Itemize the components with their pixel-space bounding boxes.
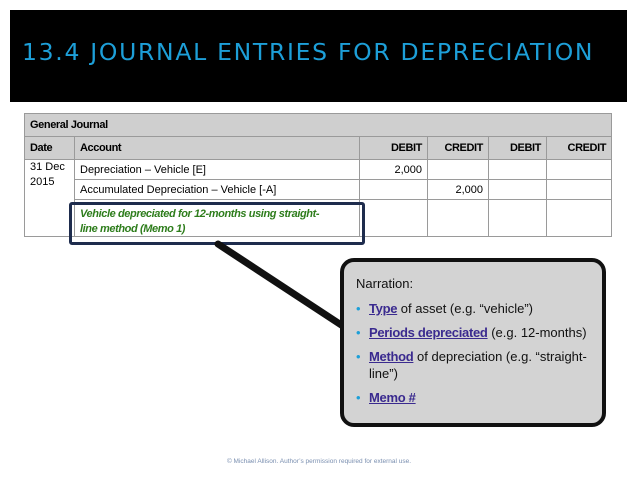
narration-item xyxy=(356,389,596,406)
journal-heading: General Journal xyxy=(25,114,612,137)
column-header-credit: CREDIT xyxy=(428,137,489,160)
column-header-date: Date xyxy=(25,137,75,160)
debit-account-cell: Depreciation – Vehicle [E] xyxy=(75,160,360,180)
column-header-debit-2: DEBIT xyxy=(489,137,547,160)
narration-keyword: Type xyxy=(369,301,398,316)
narration-item xyxy=(356,324,596,341)
narration-keyword: Memo # xyxy=(369,390,416,405)
narration-item xyxy=(356,300,596,317)
copyright-footer: © Michael Allison. Author’s permission required for external use. xyxy=(226,458,412,465)
narration-detail: of asset (e.g. “vehicle”) xyxy=(397,301,534,316)
slide-title: 13.4 JOURNAL ENTRIES FOR DEPRECIATION xyxy=(22,38,595,66)
credit-account-cell: Accumulated Depreciation – Vehicle [-A] xyxy=(75,180,360,200)
entry-date-year: 2015 xyxy=(30,176,55,188)
narration-keyword: Method xyxy=(369,349,414,364)
credit-amount-cell: 2,000 xyxy=(428,180,489,200)
callout-pointer-line xyxy=(218,244,358,336)
narration-list xyxy=(356,300,596,413)
bullet-icon: • xyxy=(356,325,361,340)
bullet-icon: • xyxy=(356,390,361,405)
column-header-debit: DEBIT xyxy=(360,137,428,160)
bullet-icon: • xyxy=(356,301,361,316)
entry-date-day: 31 Dec xyxy=(30,161,65,173)
narration-item xyxy=(356,348,596,382)
debit-amount-cell: 2,000 xyxy=(360,160,428,180)
narration-keyword: Periods depreciated xyxy=(369,325,488,340)
column-header-account: Account xyxy=(75,137,360,160)
memo-line-1: Vehicle depreciated for 12-months using straight- xyxy=(80,208,320,220)
narration-callout xyxy=(340,258,606,427)
narration-detail: (e.g. 12-months) xyxy=(487,325,587,340)
bullet-icon: • xyxy=(356,349,361,364)
memo-line-2: line method (Memo 1) xyxy=(80,223,186,235)
callout-title: Narration: xyxy=(356,276,414,291)
column-header-credit-2: CREDIT xyxy=(547,137,612,160)
narration-detail: of depreciation (e.g. “straight-line”) xyxy=(369,349,587,381)
